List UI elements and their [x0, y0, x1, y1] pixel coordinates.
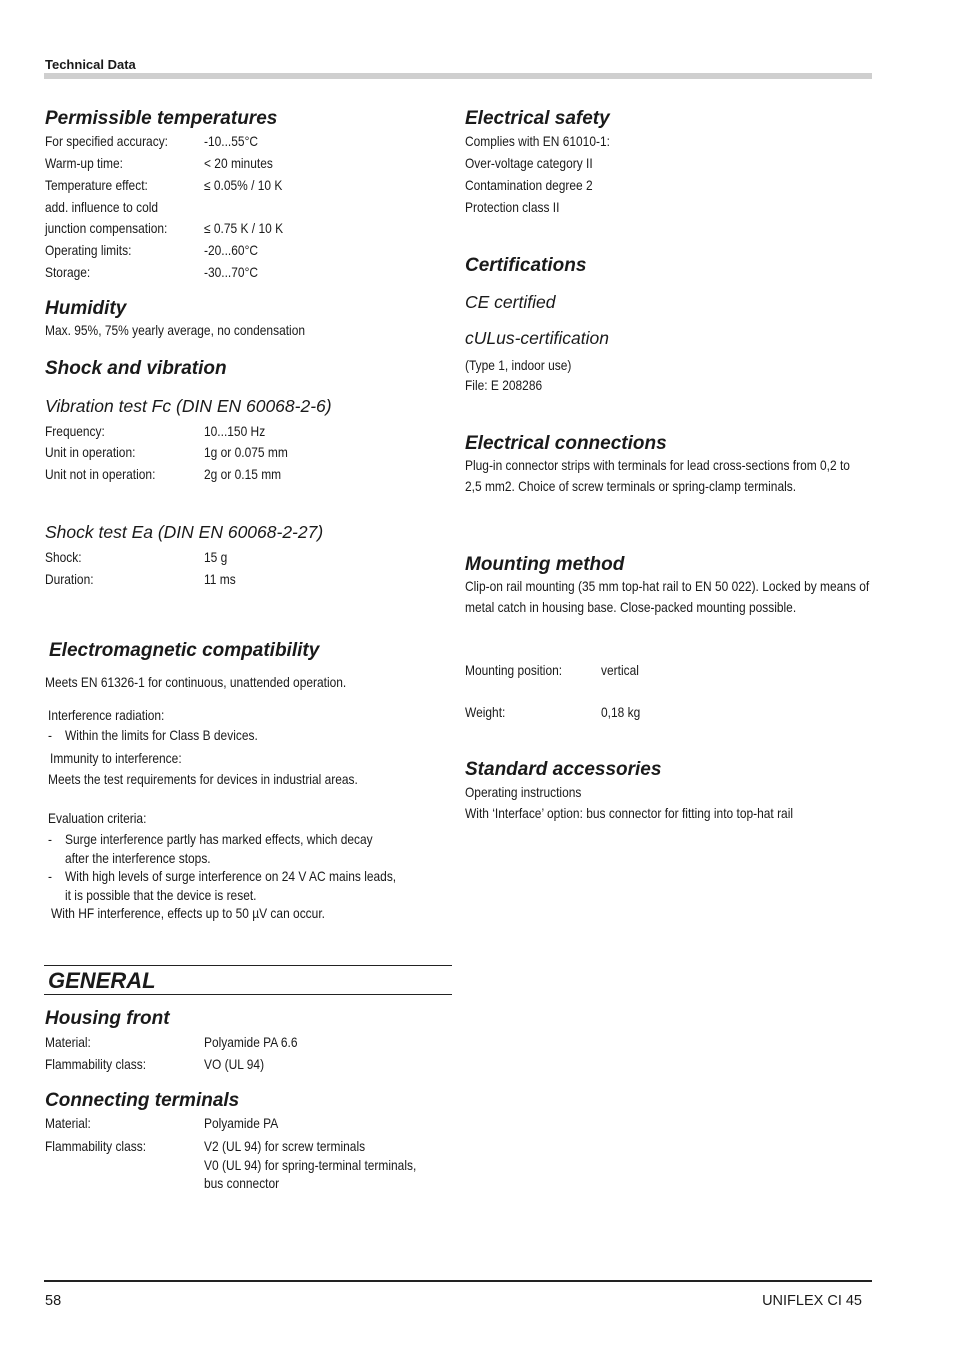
temps-label: junction compensation: — [45, 221, 168, 236]
temps-value: ≤ 0.75 K / 10 K — [204, 221, 284, 236]
temps-label: For specified accuracy: — [45, 134, 169, 149]
safety-line: Protection class II — [465, 200, 560, 215]
heading-permissible-temperatures: Permissible temperatures — [45, 108, 278, 129]
cert-ce: CE certified — [465, 292, 556, 312]
cert-line: File: E 208286 — [465, 378, 543, 393]
shock-value: 15 g — [204, 550, 228, 565]
emc-meets-text: Meets EN 61326-1 for continuous, unattended operation. — [45, 675, 347, 690]
emc-immunity-text: Meets the test requirements for devices in industrial areas. — [48, 772, 358, 787]
general-rule-top — [44, 965, 452, 966]
mounting-text: Clip-on rail mounting (35 mm top-hat rail to EN 50 022). Locked by means of metal catch in housing base. Close-packed mounting possible. — [465, 579, 870, 615]
accessories-line: Operating instructions — [465, 785, 582, 800]
footer-divider — [44, 1280, 872, 1282]
emc-eval-item: With high levels of surge interference on 24 V AC mains leads, — [65, 869, 397, 884]
weight-value: 0,18 kg — [601, 705, 641, 720]
temps-value: < 20 minutes — [204, 156, 273, 171]
emc-eval-item: after the interference stops. — [65, 851, 211, 866]
shock-value: 11 ms — [204, 572, 236, 587]
safety-line: Contamination degree 2 — [465, 178, 593, 193]
temps-value: -10...55°C — [204, 134, 258, 149]
heading-connecting-terminals: Connecting terminals — [45, 1090, 240, 1111]
page-number: 58 — [45, 1293, 62, 1309]
accessories-line: With ‘Interface’ option: bus connector for fitting into top-hat rail — [465, 806, 794, 821]
temps-label: Warm-up time: — [45, 156, 123, 171]
cert-culus: cULus-certification — [465, 328, 609, 348]
emc-hf-text: With HF interference, effects up to 50 µV can occur. — [51, 906, 325, 921]
weight-label: Weight: — [465, 705, 506, 720]
list-dash: - — [48, 728, 52, 743]
subheading-vibration-test: Vibration test Fc (DIN EN 60068-2-6) — [45, 396, 332, 416]
mounting-position-value: vertical — [601, 663, 639, 678]
product-name: UNIFLEX CI 45 — [762, 1293, 862, 1309]
emc-radiation-label: Interference radiation: — [48, 708, 165, 723]
temps-value: ≤ 0.05% / 10 K — [204, 178, 283, 193]
housing-value: Polyamide PA 6.6 — [204, 1035, 298, 1050]
safety-line: Over-voltage category II — [465, 156, 593, 171]
connections-text: Plug-in connector strips with terminals for lead cross-sections from 0,2 to 2,5 mm2. Choice of screw terminals or spring-clamp terminals. — [465, 458, 850, 494]
housing-label: Flammability class: — [45, 1057, 147, 1072]
page-header-title: Technical Data — [45, 57, 136, 72]
temps-label: add. influence to cold — [45, 200, 159, 215]
heading-electrical-safety: Electrical safety — [465, 108, 610, 129]
terminals-flammability-line: V0 (UL 94) for spring-terminal terminals, — [204, 1158, 417, 1173]
terminals-material-value: Polyamide PA — [204, 1116, 279, 1131]
terminals-flammability-line: V2 (UL 94) for screw terminals — [204, 1139, 366, 1154]
temps-label: Storage: — [45, 265, 91, 280]
heading-emc: Electromagnetic compatibility — [49, 640, 320, 661]
housing-label: Material: — [45, 1035, 91, 1050]
section-title-general: GENERAL — [48, 968, 156, 993]
terminals-flammability-label: Flammability class: — [45, 1139, 147, 1154]
emc-eval-label: Evaluation criteria: — [48, 811, 147, 826]
heading-housing-front: Housing front — [45, 1008, 170, 1029]
mounting-position-label: Mounting position: — [465, 663, 563, 678]
vibration-value: 2g or 0.15 mm — [204, 467, 282, 482]
emc-immunity-label: Immunity to interference: — [50, 751, 182, 766]
safety-line: Complies with EN 61010-1: — [465, 134, 610, 149]
temps-value: -20...60°C — [204, 243, 258, 258]
emc-radiation-item: Within the limits for Class B devices. — [65, 728, 258, 743]
header-divider — [44, 73, 872, 79]
emc-eval-item: Surge interference partly has marked effects, which decay — [65, 832, 373, 847]
heading-humidity: Humidity — [45, 298, 127, 319]
vibration-label: Unit not in operation: — [45, 467, 156, 482]
vibration-label: Frequency: — [45, 424, 105, 439]
subheading-shock-test: Shock test Ea (DIN EN 60068-2-27) — [45, 522, 324, 542]
emc-eval-item: it is possible that the device is reset. — [65, 888, 257, 903]
shock-label: Duration: — [45, 572, 94, 587]
vibration-value: 10...150 Hz — [204, 424, 266, 439]
list-dash: - — [48, 832, 52, 847]
heading-electrical-connections: Electrical connections — [465, 433, 667, 454]
cert-line: (Type 1, indoor use) — [465, 358, 572, 373]
terminals-flammability-line: bus connector — [204, 1176, 280, 1191]
list-dash: - — [48, 869, 52, 884]
vibration-value: 1g or 0.075 mm — [204, 445, 288, 460]
heading-certifications: Certifications — [465, 255, 587, 276]
general-rule-bottom — [44, 994, 452, 995]
shock-label: Shock: — [45, 550, 82, 565]
vibration-label: Unit in operation: — [45, 445, 136, 460]
temps-label: Temperature effect: — [45, 178, 148, 193]
heading-mounting-method: Mounting method — [465, 554, 625, 575]
heading-standard-accessories: Standard accessories — [465, 759, 662, 780]
heading-shock-vibration: Shock and vibration — [45, 358, 227, 379]
humidity-text: Max. 95%, 75% yearly average, no condensation — [45, 323, 306, 338]
terminals-material-label: Material: — [45, 1116, 91, 1131]
housing-value: VO (UL 94) — [204, 1057, 265, 1072]
temps-value: -30...70°C — [204, 265, 258, 280]
temps-label: Operating limits: — [45, 243, 132, 258]
